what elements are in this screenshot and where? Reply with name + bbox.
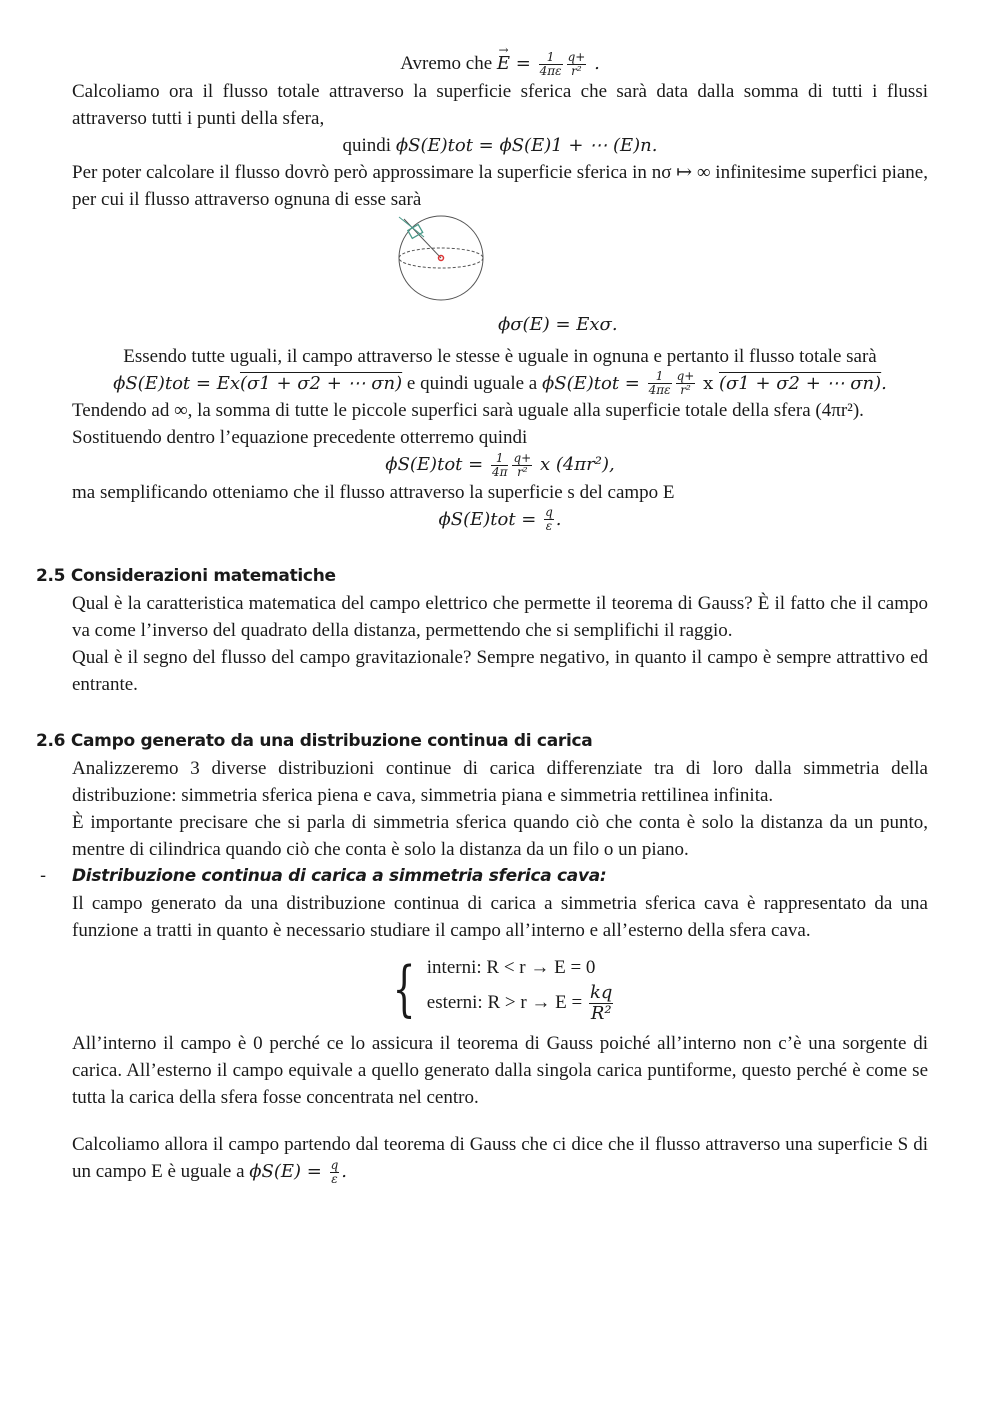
sigma-sum-vector: (σ1 + σ2 + ⋯ σn)	[239, 372, 403, 394]
paragraph-inside-outside: All’interno il campo è 0 perché ce lo assicura il teorema di Gauss poiché all’interno non c’è una sorgente di carica. All’esterno il campo equivale a quello generato dalla singola carica puntiforme, questo perché è come se tutta la carica della sfera fosse concentrata nel centro.	[72, 1033, 928, 1108]
gauss-start-text: Calcoliamo allora il campo partendo dal teorema di Gauss che ci dice che il flusso attraverso una superficie S di un campo E è uguale a	[72, 1134, 928, 1182]
flux-substituted-right: x (4πr²),	[539, 454, 615, 475]
fraction-denominator: 4πε	[648, 383, 671, 397]
fraction-numerator: kq	[589, 982, 613, 1003]
fraction-numerator: q	[330, 1157, 339, 1172]
bullet-dash: -	[40, 866, 46, 886]
paragraph-math-characteristic: Qual è la caratteristica matematica del campo elettrico che permette il teorema di Gauss? È il fatto che il campo va come l’inverso del quadrato della distanza, permettendo che si semplifichi il raggio.	[72, 593, 928, 641]
flux-sum-line	[72, 132, 928, 159]
flux-sum-equation: ϕS(E)tot = ϕS(E)1 + ⋯ (E)n.	[395, 134, 658, 156]
section-heading-2-5: 2.5 Considerazioni matematiche	[36, 566, 336, 586]
flux-total-right: ϕS(E)tot =	[542, 372, 640, 394]
fraction-denominator: r²	[571, 63, 582, 78]
flux-total-line	[72, 370, 928, 398]
field-equation-line	[72, 50, 928, 78]
fraction-denominator: ε	[331, 1171, 338, 1186]
sigma-sum-vector: (σ1 + σ2 + ⋯ σn)	[718, 372, 882, 394]
field-equation-prefix: Avremo che	[400, 53, 493, 74]
period: .	[881, 372, 887, 394]
sphere-figure-row	[72, 213, 928, 343]
fraction-numerator: q+	[567, 49, 586, 64]
case-outside-prefix: esterni: R > r → E =	[426, 991, 583, 1013]
fraction-numerator: q+	[513, 450, 532, 465]
fraction-denominator: r²	[680, 383, 691, 397]
fraction-denominator: 4πε	[539, 63, 562, 78]
bullet-title: Distribuzione continua di carica a simmetria sferica cava:	[72, 866, 607, 886]
vector-e: → E	[497, 50, 510, 77]
flux-total-left: ϕS(E)tot = Ex	[113, 372, 240, 394]
fraction-numerator: 1	[539, 51, 563, 65]
paragraph-approximation: Per poter calcolare il flusso dovrò però approssimare la superficie sferica in nσ ↦ ∞ infinitesime superfici piane, per cui il flusso attraverso ognuna di esse sarà	[72, 161, 928, 210]
flux-total-mid: e quindi uguale a	[406, 372, 538, 394]
equals-sign: =	[515, 53, 531, 74]
fraction-denominator: 4π	[491, 464, 508, 479]
gauss-result-line	[72, 506, 928, 534]
piecewise-system	[72, 954, 928, 1024]
gauss-result-left: ϕS(E)tot =	[438, 508, 537, 530]
fraction-denominator: ε	[545, 519, 553, 533]
period: .	[555, 508, 562, 530]
fraction-denominator: R²	[590, 1003, 612, 1024]
period: .	[341, 1161, 348, 1182]
fraction-numerator: 1	[491, 452, 509, 466]
paragraph-three-distributions: Analizzeremo 3 diverse distribuzioni continue di carica differenziate tra di loro dalla simmetria della distribuzione: simmetria sferica piena e cava, simmetria piana e simmetria rettilinea infinita.	[72, 758, 928, 806]
flux-substituted-line	[72, 451, 928, 479]
section-heading-2-6: 2.6 Campo generato da una distribuzione continua di carica	[36, 731, 593, 751]
flux-sum-prefix: quindi	[342, 134, 392, 156]
flux-sigma-equation: ϕσ(E) = Exσ.	[498, 313, 618, 335]
left-brace: {	[392, 954, 416, 1024]
times-sign: x	[703, 372, 714, 394]
paragraph-simplification: ma semplificando otteniamo che il flusso attraverso la superficie s del campo E	[72, 481, 675, 503]
paragraph-gauss-start	[72, 1131, 928, 1186]
sphere-diagram	[394, 215, 492, 301]
paragraph-infinite-limit: Tendendo ad ∞, la somma di tutte le piccole superfici sarà uguale alla superficie totale della sfera (4πr²).	[72, 400, 864, 421]
period: .	[594, 53, 600, 74]
paragraph-all-equal: Essendo tutte uguali, il campo attraverso le stesse è uguale in ognuna e pertanto il flusso totale sarà	[123, 345, 877, 367]
fraction-numerator: 1	[648, 370, 672, 384]
paragraph-symmetry-definition: È importante precisare che si parla di simmetria sferica quando ciò che conta è solo la distanza da un punto, mentre di cilindrica quando ciò che conta è solo la distanza da un filo o un piano.	[72, 812, 928, 860]
case-outside	[427, 983, 616, 1024]
bullet-spherical-hollow	[40, 863, 928, 890]
gauss-start-eq: ϕS(E) =	[249, 1161, 322, 1182]
paragraph-substitution: Sostituendo dentro l’equazione precedente otterremo quindi	[72, 427, 528, 448]
fraction-denominator: r²	[517, 464, 528, 479]
paragraph-gravitational-sign: Qual è il segno del flusso del campo gravitazionale? Sempre negativo, in quanto il campo è sempre attrattivo ed entrante.	[72, 647, 928, 695]
paragraph-piecewise-field: Il campo generato da una distribuzione continua di carica a simmetria sferica cava è rappresentato da una funzione a tratti in quanto è necessario studiare il campo all’interno e all’esterno della sfera cava.	[72, 893, 928, 941]
paragraph-total-flux: Calcoliamo ora il flusso totale attraverso la superficie sferica che sarà data dalla somma di tutti i flussi attraverso tutti i punti della sfera,	[72, 80, 928, 129]
fraction-numerator: q+	[676, 369, 695, 383]
case-inside: interni: R < r → E = 0	[426, 957, 596, 978]
flux-substituted-left: ϕS(E)tot =	[385, 454, 484, 475]
fraction-numerator: q	[545, 505, 553, 519]
